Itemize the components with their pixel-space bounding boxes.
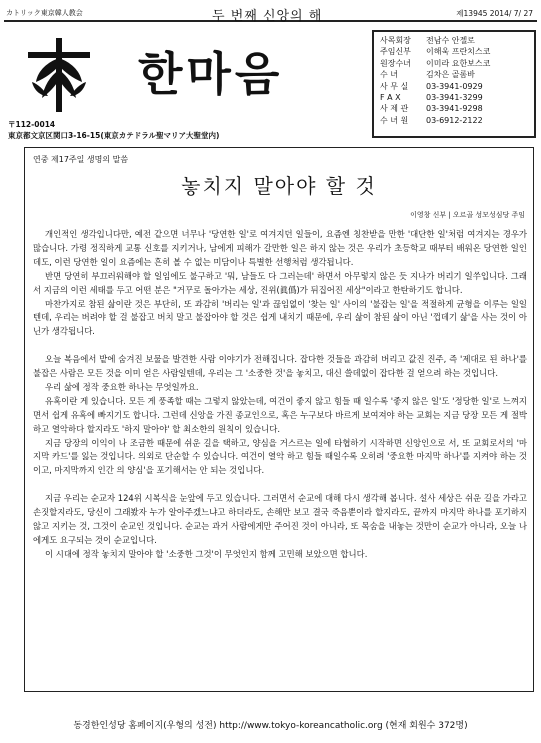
- staff-role: 원장수녀: [380, 58, 411, 68]
- top-bar: [4, 6, 537, 22]
- footer-website: 동경한인성당 홈페이지(우형의 성전) http://www.tokyo-koreancatholic.org (현재 회원수 372명): [73, 721, 468, 731]
- staff-role: 사 제 관: [380, 104, 409, 114]
- article-paragraph: 지금 당장의 이익이 나 조금한 때문에 쉬운 길을 택하고, 양심을 거스르는 일에 타협하기 시작하면 신앙인으로 서, 또 교회로서의 '마지막 카드'를 잃는 것입니다. 의외로 단순할 수 있습니다. 여건이 열악 하고 힘들 때일수록 오히려 '중요한 마지막 하나'를 지켜야 하는 것이고, 마지막까지 인간 의 양심'을 포기해서는 안 되는 것입니다.: [33, 437, 527, 476]
- staff-role: 사목회장: [380, 36, 411, 45]
- staff-row: [380, 115, 528, 126]
- staff-row: [380, 46, 528, 57]
- staff-row: [380, 69, 528, 80]
- article: [24, 147, 534, 692]
- article-paragraph: 오늘 복음에서 밭에 숨겨진 보물을 발견한 사람 이야기가 전해집니다. 잡다한 것들을 과감히 버리고 값진 진주, 즉 '제대로 된 하나'를 불잡은 사람은 모든 것을 이미 얻은 사람일텐데, 우리는 그 '소중한 것'을 놓치고, 대신 쓸데없이 잡다한 걸 얻으려 하는 것입니다.: [33, 354, 527, 379]
- newsletter-title: 한마음: [138, 47, 284, 101]
- staff-row: [380, 58, 528, 69]
- postal-code: 〒112-0014: [8, 120, 56, 129]
- staff-role: 사 무 실: [380, 81, 409, 91]
- staff-name: 전남수 안젤로: [426, 36, 475, 45]
- staff-row: [380, 81, 528, 92]
- staff-row: [380, 35, 528, 46]
- article-title: 놓치지 말아야 할 것: [181, 174, 377, 198]
- staff-role: 수 녀: [380, 70, 398, 80]
- staff-box: [372, 30, 536, 138]
- article-paragraph: 반면 당연히 부끄러워해야 할 일임에도 불구하고 '뭐, 남들도 다 그러는데' 하면서 아무렇지 않은 듯 지나가 버리기 일쑤입니다. 그래서 지금의 이런 세태를 두고 어떤 분은 "거꾸로 돌아가는 세상, 진위(眞僞)가 뒤집어진 세상"이라고 한탄하기도 합니다.: [33, 270, 527, 295]
- article-paragraph: 이 시대에 정작 놓치지 말아야 할 '소중한 그것'이 무엇인지 함께 고민해 보았으면 합니다.: [45, 548, 368, 559]
- staff-name: 03-6912-2122: [426, 115, 483, 125]
- article-body: [33, 228, 527, 562]
- church-cross-logo-icon: [28, 38, 90, 112]
- staff-name: 03-3941-3299: [426, 93, 483, 103]
- staff-role: 주임신부: [380, 47, 411, 57]
- article-paragraph: 유혹이란 게 있습니다. 모든 게 풍족할 때는 그렇지 않았는데, 여건이 좋지 않고 힘들 때 일수록 '좋지 않은 일'도 '정당한 일'로 느껴지면서 쉽게 유혹에 빠지기도 합니다. 그런데 신앙을 가진 종교인으로, 혹은 누구보다 바르게 보여져야 하는 교회는 지금 당장 모든 게 절박하고 열악하다 할지라도 '하지 말아야' 할 최소한의 원칙이 있습니다.: [33, 395, 527, 434]
- staff-name: 이미라 요한보스코: [426, 58, 491, 68]
- staff-role: F A X: [380, 93, 401, 103]
- article-kicker: 연중 제17주일 생명의 말씀: [33, 155, 129, 164]
- year-theme: 두 번째 신앙의 해: [212, 9, 323, 24]
- staff-row: [380, 92, 528, 103]
- org-name: カトリック東京韓人教会: [6, 9, 83, 17]
- staff-name: 이해욱 프란치스코: [426, 47, 491, 57]
- article-paragraph: 지금 우리는 순교자 124위 시복식을 눈앞에 두고 있습니다. 그러면서 순교에 대해 다시 생각해 봅니다. 설사 세상은 쉬운 길을 가라고 손짓할지라도, 당신이 그래봤자 누가 알아주겠느냐고 하더라도, 손해만 보고 결국 죽음뿐이라 할지라도, 끝까지 마지막 하나를 포기하지 않고 지키는 것, 그것이 순교인 것입니다. 순교는 과거 사람에게만 주어진 것이 아니라, 또 목숨을 내놓는 것만이 순교가 아니라, 오늘 나에게도 요구되는 것이 순교입니다.: [33, 493, 527, 545]
- staff-name: 03-3941-9298: [426, 104, 483, 114]
- church-address: [8, 120, 219, 141]
- street-address: 東京都文京区関口3-16-15(東京カテドラル聖マリア大聖堂内): [8, 130, 220, 140]
- article-paragraph: 우리 삶에 정작 중요한 하나는 무엇일까요.: [45, 381, 199, 392]
- staff-role: 수 녀 원: [380, 115, 409, 125]
- article-paragraph: 개인적인 생각입니다만, 예전 같으면 너무나 '당연한 일'로 여겨지던 일들이, 요즘엔 칭찬받을 만한 '대단한 일'처럼 여겨지는 경우가 많습니다. 가령 정직하게 교통 신호를 지키거나, 남에게 피해가 갈만한 일은 하지 않는 것은 우리가 초등학교 때부터 배워온 당연한 일인데도, 이런 당연한 일이 요즘에는 흔히 볼 수 없는 미담이나 특별한 선행처럼 생각됩니다.: [33, 229, 527, 267]
- staff-name: 03-3941-0929: [426, 81, 483, 91]
- article-paragraph: 마찬가지로 참된 삶이란 것은 부단히, 또 과감히 '버리는 일'과 끊임없이 '찾는 일' 사이의 '불잡는 일'을 적절하게 균형을 이루는 일일 텐데, 우리는 버려야 할 걸 불잡고 버치 말고 불잡아야 할 것은 쉽게 내치기 때문에, 우리 삶이 참된 삶이 아닌 '껍데기 삶'을 사는 것이 아닌가 생각됩니다.: [33, 298, 527, 337]
- issue-info: 제13945 2014/ 7/ 27: [456, 9, 533, 18]
- article-byline: 이영창 신부 | 오르골 성모성심당 주임: [410, 211, 525, 219]
- staff-name: 김차은 골롬바: [426, 70, 475, 80]
- staff-row: [380, 103, 528, 114]
